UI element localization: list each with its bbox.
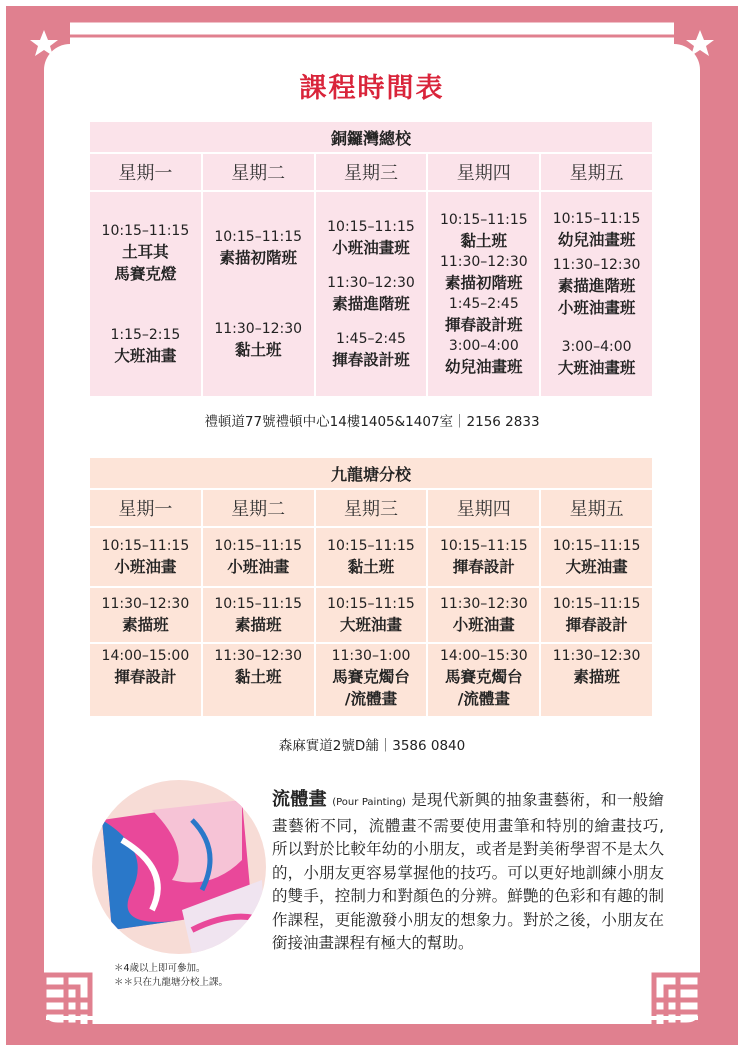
class-name: 大班油畫 (339, 616, 402, 634)
class-name: 大班油畫 (114, 347, 177, 365)
class-name: /流體畫 (457, 690, 510, 708)
address-kowloon-tong: 森麻實道2號D舖｜3586 0840 (278, 738, 466, 754)
class-time: 10:15–11:15 (552, 596, 641, 612)
class-time: 10:15–11:15 (327, 538, 415, 554)
class-time: 11:30–12:30 (439, 596, 528, 612)
day-header: 星期二 (203, 490, 314, 526)
class-time: 11:30–1:00 (331, 648, 411, 664)
class-time: 3:00–4:00 (448, 338, 519, 354)
class-name: 小班油畫班 (332, 239, 410, 257)
class-name: 小班油畫 (227, 558, 290, 576)
class-name: 揮春設計班 (445, 316, 523, 334)
class-name: 素描進階班 (557, 277, 636, 295)
address-causeway-bay: 禮頓道77號禮頓中心14樓1405&1407室｜2156 2833 (204, 414, 540, 430)
day-header: 星期一 (90, 154, 201, 190)
class-time: 10:15–11:15 (552, 538, 641, 554)
class-name: 馬賽克燈 (114, 265, 177, 283)
day-header: 星期五 (541, 490, 652, 526)
class-name: 幼兒油畫班 (557, 231, 636, 249)
class-time: 10:15–11:15 (439, 538, 528, 554)
class-name: 黏土班 (234, 668, 282, 686)
branch-name: 九龍塘分校 (90, 458, 652, 488)
schedule-table-causeway-bay (88, 120, 654, 398)
pour-painting-description (272, 788, 664, 956)
schedule-cell (541, 528, 652, 586)
day-column (203, 192, 314, 396)
class-name: 揮春設計班 (332, 351, 410, 369)
class-name: 馬賽克燭台 (445, 668, 523, 686)
class-name: 素描班 (122, 616, 169, 634)
class-name: 土耳其 (122, 243, 169, 261)
day-header: 星期三 (316, 490, 427, 526)
class-time: 11:30–12:30 (552, 257, 641, 273)
footnote: ＊4歲以上即可參加。 (114, 963, 206, 974)
class-name: 揮春設計 (452, 558, 515, 576)
class-name: 大班油畫 (565, 558, 628, 576)
class-name: 黏土班 (460, 232, 508, 250)
page-title: 課程時間表 (299, 73, 445, 104)
schedule-cell (203, 588, 314, 642)
schedule-cell (90, 588, 201, 642)
schedule-cell (90, 528, 201, 586)
class-time: 1:45–2:45 (448, 296, 519, 312)
class-time: 10:15–11:15 (552, 211, 641, 227)
class-name: /流體畫 (344, 690, 398, 708)
day-header: 星期二 (203, 154, 314, 190)
class-time: 10:15–11:15 (214, 538, 303, 554)
class-name: 馬賽克燭台 (332, 668, 410, 686)
class-name: 素描班 (234, 616, 282, 634)
day-header: 星期四 (428, 154, 539, 190)
description-english: (Pour Painting) (332, 797, 406, 808)
class-name: 小班油畫 (452, 616, 515, 634)
schedule-cell (428, 644, 539, 716)
schedule-cell (316, 644, 427, 716)
class-name: 揮春設計 (114, 668, 177, 686)
day-header: 星期五 (541, 154, 652, 190)
class-time: 11:30–12:30 (439, 254, 528, 270)
class-time: 11:30–12:30 (214, 321, 303, 337)
class-time: 10:15–11:15 (439, 212, 528, 228)
day-column (428, 192, 539, 396)
schedule-table-kowloon-tong (88, 456, 654, 718)
class-name: 素描班 (573, 668, 620, 686)
day-column (541, 192, 652, 396)
class-name: 小班油畫班 (557, 299, 636, 317)
class-time: 14:00–15:30 (439, 648, 528, 664)
schedule-cell (428, 528, 539, 586)
day-column (90, 192, 201, 396)
pour-painting-photo (92, 780, 266, 954)
class-time: 11:30–12:30 (214, 648, 303, 664)
class-time: 1:45–2:45 (336, 331, 406, 347)
class-name: 素描初階班 (445, 274, 523, 292)
class-time: 11:30–12:30 (327, 275, 415, 291)
class-name: 黏土班 (347, 558, 395, 576)
day-header: 星期一 (90, 490, 201, 526)
class-time: 3:00–4:00 (561, 339, 632, 355)
class-time: 10:15–11:15 (101, 538, 190, 554)
class-name: 大班油畫班 (557, 359, 636, 377)
class-name: 素描初階班 (219, 249, 297, 267)
class-time: 10:15–11:15 (214, 596, 303, 612)
schedule-cell (541, 644, 652, 716)
class-name: 素描進階班 (332, 295, 410, 313)
class-time: 10:15–11:15 (327, 596, 415, 612)
class-time: 1:15–2:15 (110, 327, 181, 343)
class-time: 11:30–12:30 (101, 596, 190, 612)
class-name: 幼兒油畫班 (445, 358, 523, 376)
class-name: 揮春設計 (565, 616, 628, 634)
schedule-cell (90, 644, 201, 716)
schedule-cell (203, 528, 314, 586)
day-column (316, 192, 427, 396)
schedule-cell (203, 644, 314, 716)
class-time: 10:15–11:15 (101, 223, 190, 239)
class-time: 11:30–12:30 (552, 648, 641, 664)
class-time: 14:00–15:00 (101, 648, 190, 664)
footnote: ＊＊只在九龍塘分校上課。 (114, 977, 229, 988)
description-term: 流體畫 (272, 789, 327, 810)
branch-name: 銅鑼灣總校 (90, 122, 652, 152)
day-header: 星期四 (428, 490, 539, 526)
schedule-cell (428, 588, 539, 642)
day-header: 星期三 (316, 154, 427, 190)
class-name: 小班油畫 (114, 558, 177, 576)
class-time: 10:15–11:15 (214, 229, 303, 245)
schedule-cell (316, 528, 427, 586)
footnotes (114, 962, 228, 990)
class-name: 黏土班 (234, 341, 282, 359)
schedule-cell (541, 588, 652, 642)
schedule-cell (316, 588, 427, 642)
description-text: 是現代新興的抽象畫藝術，和一般繪畫藝術不同，流體畫不需要使用畫筆和特別的繪畫技巧,所以對於比較年幼的小朋友，或者是對美術學習不是太久的，小朋友更容易掌握他的技巧。可以更好地訓練小朋友的雙手，控制力和對顏色的分辨。鮮艷的色彩和有趣的制作課程，更能激發小朋友的想象力。對於之後，小朋友在銜接油畫課程有極大的幫助。 (272, 791, 664, 952)
class-time: 10:15–11:15 (327, 219, 415, 235)
